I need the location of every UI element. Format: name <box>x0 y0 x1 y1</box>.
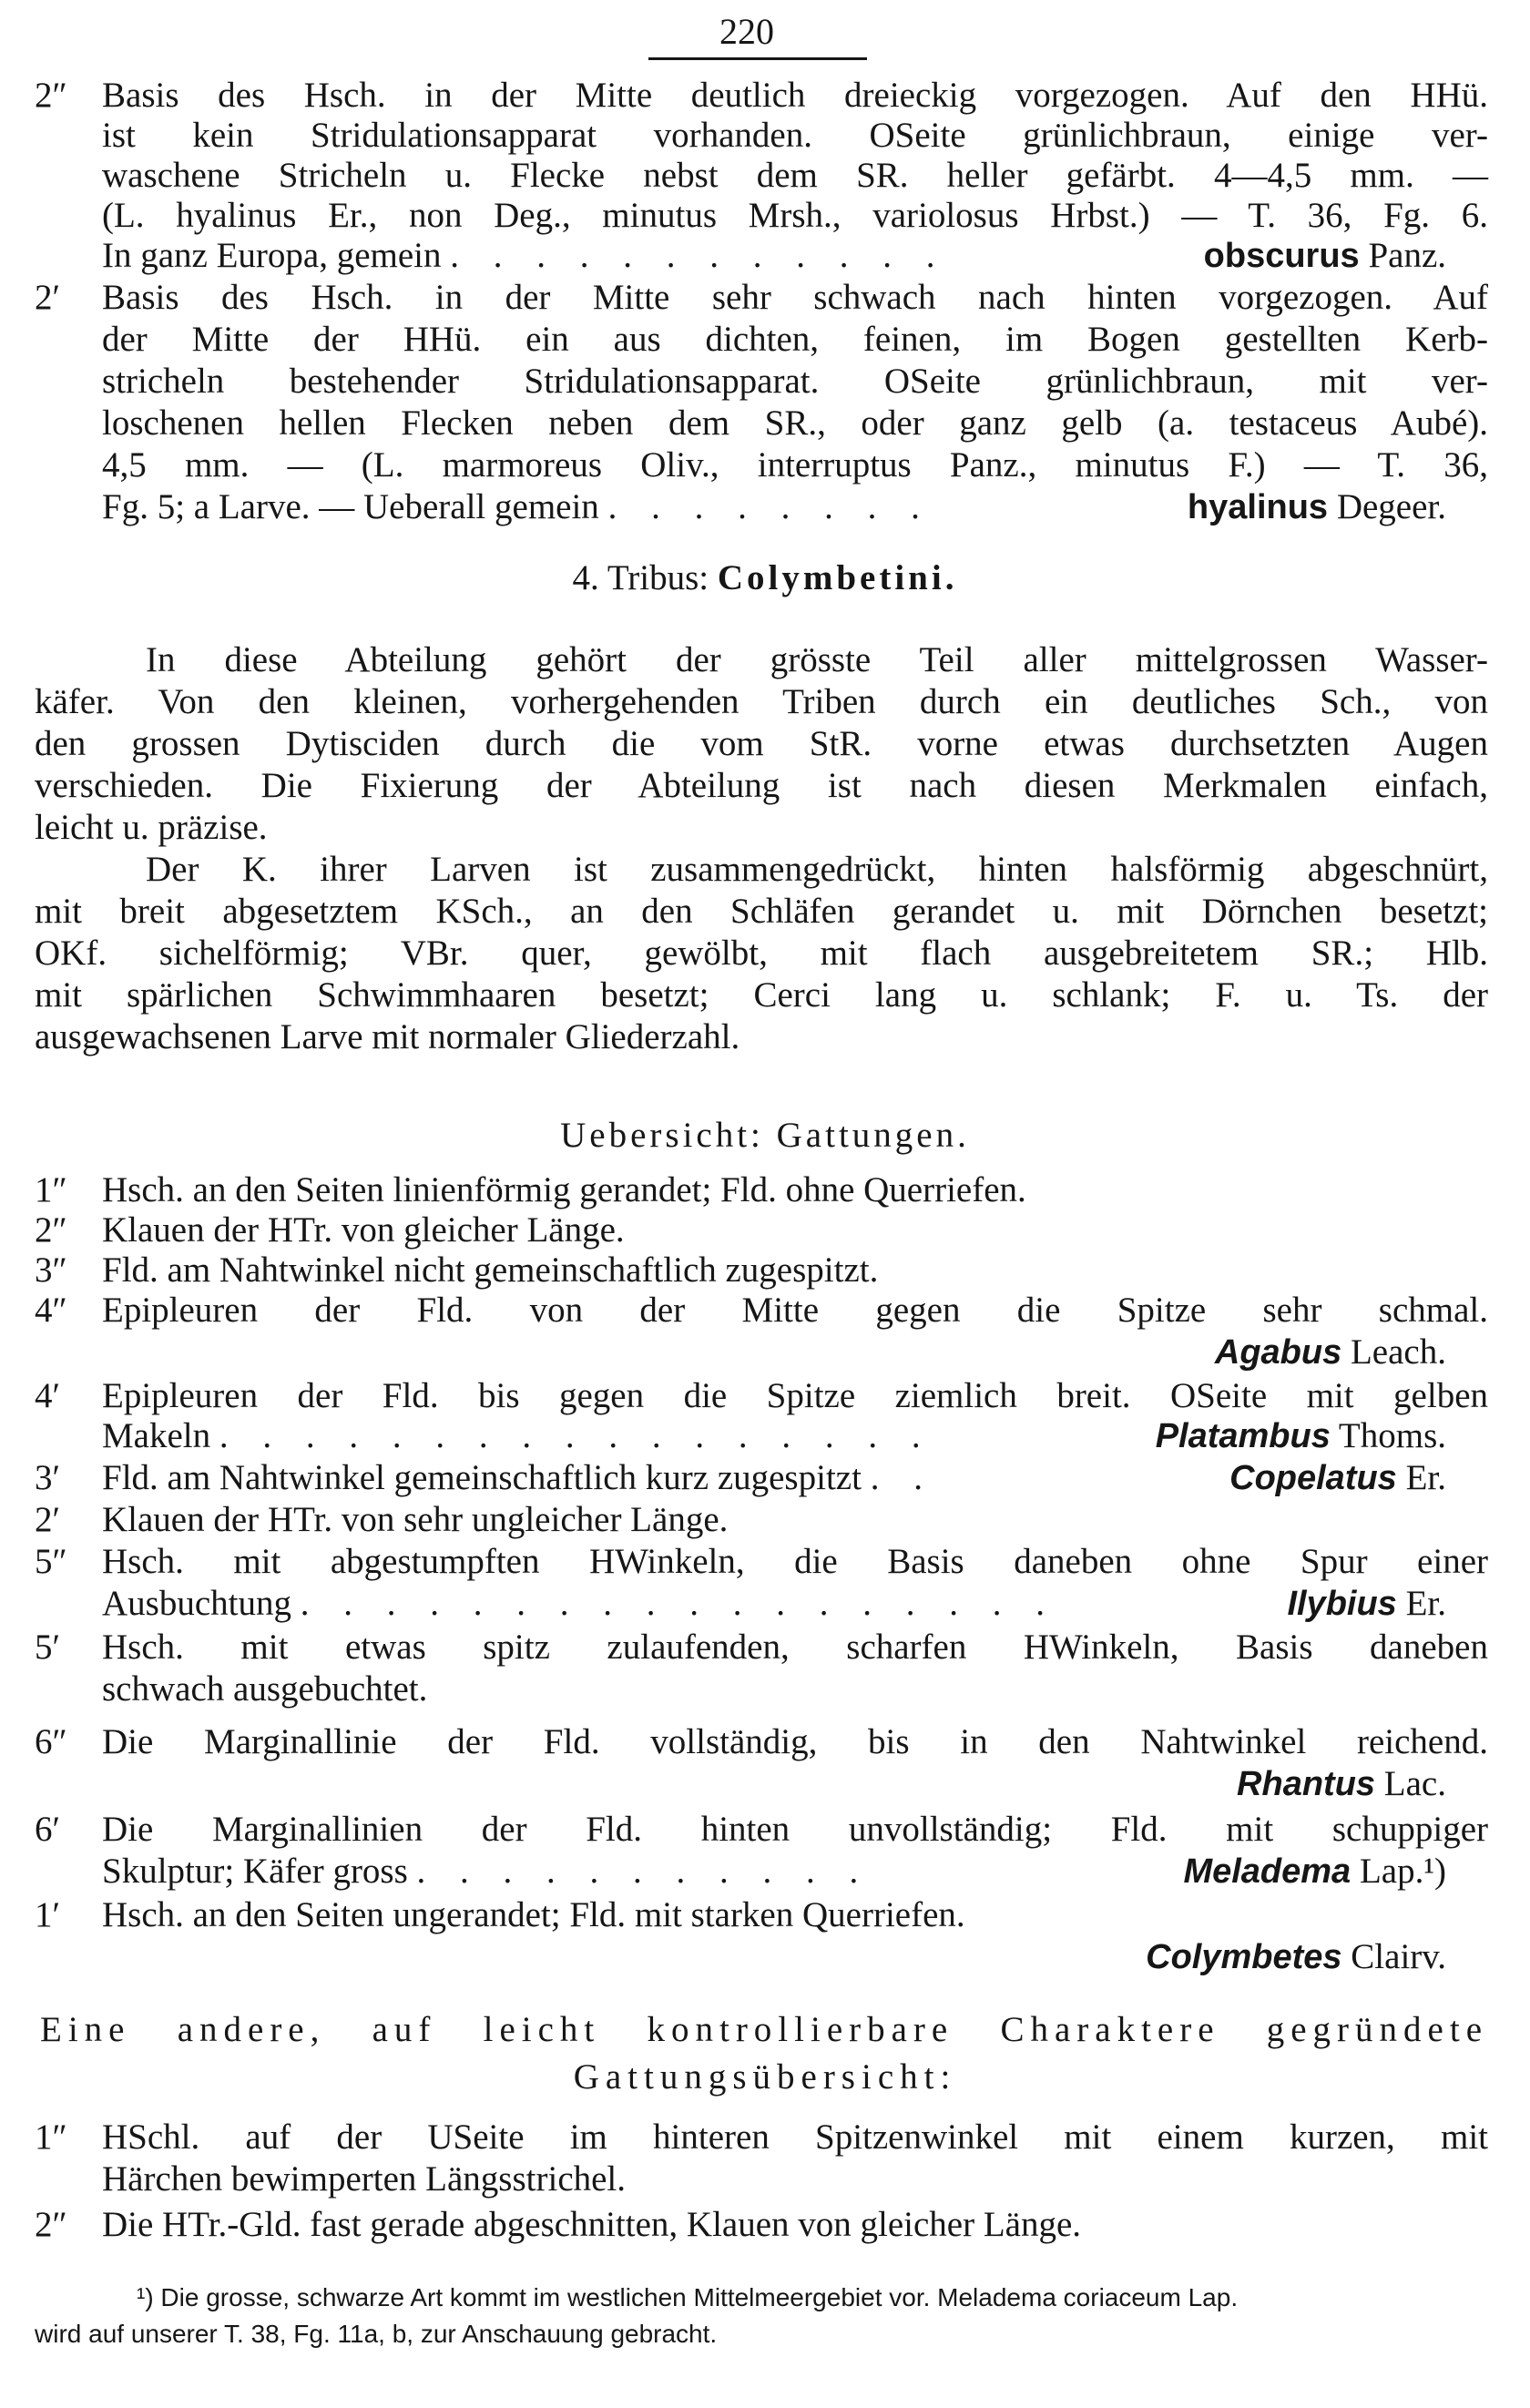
key-text: Fld. am Nahtwinkel nicht gemeinschaftlich zugespitzt. <box>102 1250 879 1290</box>
key-text: schwach ausgebuchtet. <box>102 1669 428 1709</box>
text-line: 4,5 mm. — (L. marmoreus Oliv., interruptus Panz., minutus F.) — T. 36, <box>102 445 1488 485</box>
text-line: leicht u. präzise. <box>35 808 268 847</box>
genus-author: Clairv. <box>1351 1937 1446 1976</box>
key-number: 3′ <box>35 1458 61 1497</box>
key-number: 5″ <box>35 1542 67 1581</box>
key-number: 3″ <box>35 1250 67 1290</box>
key-number: 4′ <box>35 1376 61 1415</box>
entry-number: 2′ <box>35 278 61 317</box>
text-line: stricheln bestehender Stridulationsapparat. OSeite grünlichbraun, mit ver- <box>102 362 1488 401</box>
footnote-line: wird auf unserer T. 38, Fg. 11a, b, zur Anschauung gebracht. <box>35 2320 718 2348</box>
leader-dots: . . <box>870 1458 935 1497</box>
genus-name: Platambus <box>1155 1417 1331 1455</box>
species-author: Panz. <box>1368 236 1446 275</box>
genus-author: Er. <box>1405 1458 1446 1497</box>
key-text: Skulptur; Käfer gross <box>102 1852 408 1891</box>
entry-number: 2″ <box>35 76 67 115</box>
leader-dots: . . . . . . . . . . . <box>416 1852 872 1891</box>
genus-author: Lap.¹) <box>1359 1852 1446 1891</box>
text-line: mit breit abgesetztem KSch., an den Schläfen gerandet u. mit Dörnchen besetzt; <box>35 892 1488 931</box>
genus-name: Meladema <box>1183 1852 1352 1891</box>
genus-name: Colymbetes <box>1146 1938 1342 1976</box>
text-line: der Mitte der HHü. ein aus dichten, feinen, im Bogen gestellten Kerb- <box>102 320 1488 359</box>
genus-author: Leach. <box>1350 1332 1446 1372</box>
text-line: mit spärlichen Schwimmhaaren besetzt; Cerci lang u. schlank; F. u. Ts. der <box>35 975 1488 1015</box>
key-number: 2″ <box>35 2205 67 2244</box>
key-number: 2′ <box>35 1500 61 1539</box>
key-text: Hsch. an den Seiten ungerandet; Fld. mit starken Querriefen. <box>102 1895 965 1934</box>
text-line <box>102 233 1488 279</box>
genus-line <box>102 1849 1488 1894</box>
text-line: OKf. sichelförmig; VBr. quer, gewölbt, mit flach ausgebreitetem SR.; Hlb. <box>35 934 1488 973</box>
key-number: 5′ <box>35 1627 61 1667</box>
key-number: 1″ <box>35 2117 67 2157</box>
header-rule <box>648 57 867 60</box>
leader-dots: . . . . . . . . <box>607 487 933 526</box>
tribus-heading <box>0 556 1530 601</box>
leader-dots: . . . . . . . . . . . . . . . . . . <box>300 1584 1057 1623</box>
key-text: Epipleuren der Fld. bis gegen die Spitze ziemlich breit. OSeite mit gelben <box>102 1376 1488 1415</box>
key-text: Epipleuren der Fld. von der Mitte gegen die Spitze sehr schmal. <box>102 1291 1488 1330</box>
key-text: Hsch. an den Seiten linienförmig gerandet; Fld. ohne Querriefen. <box>102 1170 1026 1209</box>
key-heading: Uebersicht: Gattungen. <box>560 1116 970 1155</box>
text-line: ist kein Stridulationsapparat vorhanden. OSeite grünlichbraun, einige ver- <box>102 116 1488 155</box>
genus-line <box>102 1330 1488 1375</box>
genus-line <box>102 1455 1488 1501</box>
genus-name: Agabus <box>1214 1333 1342 1372</box>
genus-author: Lac. <box>1383 1764 1446 1803</box>
text-line: Basis des Hsch. in der Mitte deutlich dreieckig vorgezogen. Auf den HHü. <box>102 76 1488 115</box>
text-line: käfer. Von den kleinen, vorhergehenden Triben durch ein deutliches Sch., von <box>35 682 1488 721</box>
footnote-line: ¹) Die grosse, schwarze Art kommt im westlichen Mittelmeergebiet vor. Meladema coriaceum Lap. <box>137 2283 1239 2311</box>
key2-heading: Eine andere, auf leicht kontrollierbare Charaktere gegründete <box>40 2010 1488 2049</box>
key-text: Die HTr.-Gld. fast gerade abgeschnitten, Klauen von gleicher Länge. <box>102 2205 1082 2244</box>
key-text: Klauen der HTr. von gleicher Länge. <box>102 1210 625 1250</box>
key-text: Ausbuchtung <box>102 1584 291 1623</box>
genus-line <box>102 1413 1488 1459</box>
text-line: loschenen hellen Flecken neben dem SR., oder ganz gelb (a. testaceus Aubé). <box>102 403 1488 443</box>
key-text: Hsch. mit abgestumpften HWinkeln, die Basis daneben ohne Spur einer <box>102 1542 1488 1581</box>
species-name: hyalinus <box>1187 488 1329 526</box>
key-text: Die Marginallinien der Fld. hinten unvollständig; Fld. mit schuppiger <box>102 1810 1488 1849</box>
text-line: waschene Stricheln u. Flecke nebst dem SR. heller gefärbt. 4—4,5 mm. — <box>102 156 1488 195</box>
genus-name: Rhantus <box>1237 1765 1376 1803</box>
text-line: den grossen Dytisciden durch die vom StR. vorne etwas durchsetzten Augen <box>35 724 1488 763</box>
locality-text: Fg. 5; a Larve. — Ueberall gemein <box>102 487 599 526</box>
key-text: Klauen der HTr. von sehr ungleicher Länge. <box>102 1500 729 1539</box>
tribus-label: 4. Tribus: <box>572 558 709 597</box>
genus-author: Er. <box>1405 1584 1446 1623</box>
key-number: 6″ <box>35 1722 67 1761</box>
genus-name: Ilybius <box>1287 1585 1397 1623</box>
key-text: Makeln <box>102 1416 211 1455</box>
leader-dots: . . . . . . . . . . . . <box>450 236 948 275</box>
text-line: (L. hyalinus Er., non Deg., minutus Mrsh., variolosus Hrbst.) — T. 36, Fg. 6. <box>102 196 1488 235</box>
species-name: obscurus <box>1203 237 1360 275</box>
genus-author: Thoms. <box>1338 1416 1446 1455</box>
key-number: 4″ <box>35 1291 67 1330</box>
text-line: ausgewachsenen Larve mit normaler Gliederzahl. <box>35 1017 740 1056</box>
text-line: verschieden. Die Fixierung der Abteilung ist nach diesen Merkmalen einfach, <box>35 766 1488 805</box>
text-line <box>102 485 1488 530</box>
key-text: Hsch. mit etwas spitz zulaufenden, scharfen HWinkeln, Basis daneben <box>102 1627 1488 1667</box>
text-line: In diese Abteilung gehört der grösste Teil aller mittelgrossen Wasser- <box>146 640 1488 679</box>
genus-line <box>102 1761 1488 1807</box>
genus-line <box>102 1934 1488 1980</box>
leader-dots: . . . . . . . . . . . . . . . . . <box>219 1416 933 1455</box>
key-text: Die Marginallinie der Fld. vollständig, bis in den Nahtwinkel reichend. <box>102 1722 1488 1761</box>
key-text: Fld. am Nahtwinkel gemeinschaftlich kurz zugespitzt <box>102 1458 862 1497</box>
key-text: HSchl. auf der USeite im hinteren Spitzenwinkel mit einem kurzen, mit <box>102 2117 1488 2157</box>
key-number: 1″ <box>35 1170 67 1209</box>
text-line: Der K. ihrer Larven ist zusammengedrückt, hinten halsförmig abgeschnürt, <box>146 850 1488 889</box>
genus-line <box>102 1581 1488 1627</box>
species-author: Degeer. <box>1336 487 1446 526</box>
page-number: 220 <box>719 11 774 52</box>
key-number: 2″ <box>35 1210 67 1250</box>
genus-name: Copelatus <box>1229 1459 1397 1497</box>
tribus-name: Colymbetini. <box>717 558 958 597</box>
key-number: 1′ <box>35 1895 61 1934</box>
locality-text: In ganz Europa, gemein <box>102 236 442 275</box>
key-number: 6′ <box>35 1810 61 1849</box>
text-line: Basis des Hsch. in der Mitte sehr schwach nach hinten vorgezogen. Auf <box>102 278 1488 317</box>
key-text: Härchen bewimperten Längsstrichel. <box>102 2159 627 2199</box>
key2-heading-sub: Gattungsübersicht: <box>573 2057 957 2097</box>
